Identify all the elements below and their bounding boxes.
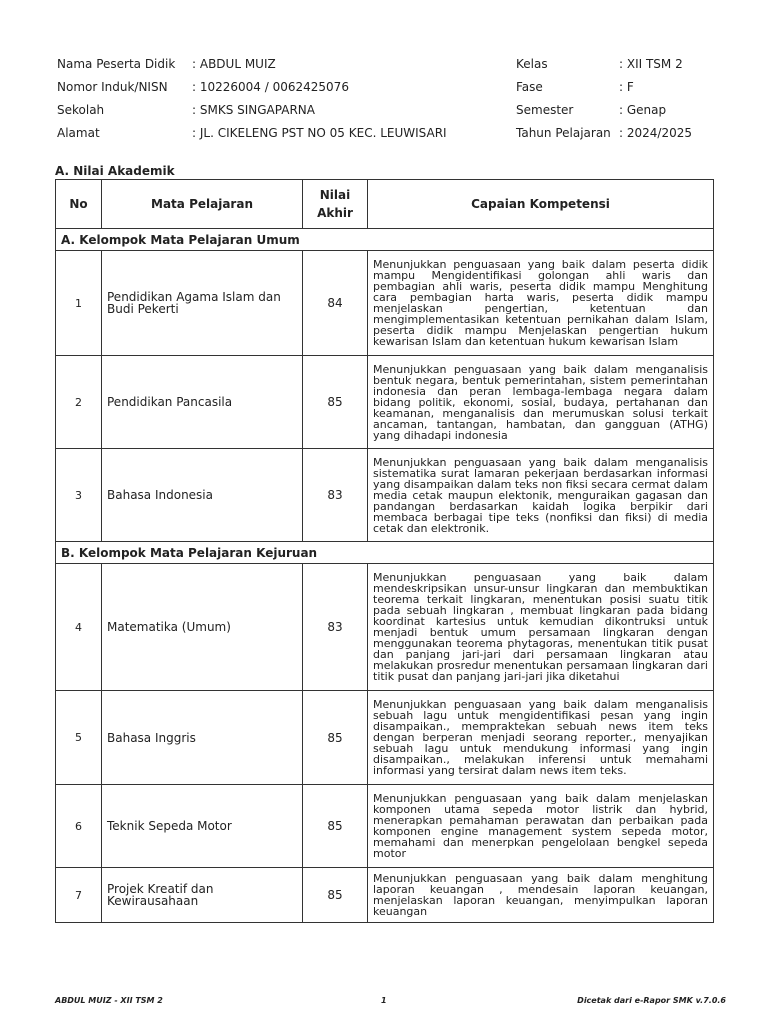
- semester-label: Semester: [516, 103, 574, 117]
- table-row: [56, 356, 714, 449]
- header-nilai-line2: Akhir: [317, 206, 353, 220]
- nama-label: Nama Peserta Didik: [57, 57, 176, 71]
- row-nilai: 84: [303, 251, 368, 356]
- row-mapel: Bahasa Indonesia: [102, 449, 303, 542]
- table-row: [56, 251, 714, 356]
- kelas-label: Kelas: [516, 57, 548, 71]
- header-no: No: [56, 180, 102, 229]
- table-row: [56, 691, 714, 785]
- fase-value: : F: [619, 80, 634, 94]
- footer-student: ABDUL MUIZ - XII TSM 2: [55, 996, 163, 1005]
- row-no: 3: [56, 449, 102, 542]
- row-no: 5: [56, 691, 102, 785]
- footer-printed-by: Dicetak dari e-Rapor SMK v.7.0.6: [577, 996, 726, 1005]
- kelas-value: : XII TSM 2: [619, 57, 683, 71]
- section-title: A. Nilai Akademik: [55, 164, 175, 178]
- table-row: [56, 449, 714, 542]
- row-nilai: 83: [303, 564, 368, 691]
- group-row-a: [56, 229, 714, 251]
- row-capaian: Menunjukkan penguasaan yang baik dalam menganalisis bentuk negara, bentuk pemerintahan, sistem pemerintahan indonesia dan peran lembaga-lembaga negara dalam bidang politik, ekonomi, sosial, budaya, pertahanan dan keamanan, menganalisis dan merumuskan solusi terkait ancaman, tantangan, hambatan, dan gangguan (ATHG) yang dihadapi indonesia: [368, 356, 714, 449]
- footer-page-number: 1: [381, 996, 387, 1005]
- row-mapel: Pendidikan Pancasila: [102, 356, 303, 449]
- row-mapel: Projek Kreatif dan Kewirausahaan: [102, 868, 303, 923]
- row-no: 1: [56, 251, 102, 356]
- alamat-label: Alamat: [57, 126, 100, 140]
- header-nilai: [303, 180, 368, 229]
- sekolah-value: : SMKS SINGAPARNA: [192, 103, 315, 117]
- row-capaian: Menunjukkan penguasaan yang baik dalam menganalisis sistematika surat lamaran pekerjaan berdasarkan informasi yang disampaikan dalam teks non fiksi secara cermat dalam media cetak maupun elektonik, menguraikan gagasan dan pandangan berdasarkan kaidah logika berpikir dari membaca berbagai tipe teks (nonfiksi dan fiksi) di media cetak dan elektronik.: [368, 449, 714, 542]
- row-nilai: 83: [303, 449, 368, 542]
- row-nilai: 85: [303, 356, 368, 449]
- nama-value: : ABDUL MUIZ: [192, 57, 276, 71]
- group-row-b: [56, 542, 714, 564]
- fase-label: Fase: [516, 80, 543, 94]
- nisn-value: : 10226004 / 0062425076: [192, 80, 349, 94]
- row-capaian: Menunjukkan penguasaan yang baik dalam menjelaskan komponen utama sepeda motor listrik dan hybrid, menerapkan pemahaman perawatan dan perbaikan pada komponen engine management system sepeda motor, memahami dan menerpkan pengelolaan bengkel sepeda motor: [368, 785, 714, 868]
- table-header-row: [56, 180, 714, 229]
- tahun-label: Tahun Pelajaran: [516, 126, 611, 140]
- group-a-label: A. Kelompok Mata Pelajaran Umum: [56, 229, 714, 251]
- semester-value: : Genap: [619, 103, 667, 117]
- row-nilai: 85: [303, 691, 368, 785]
- row-mapel: Matematika (Umum): [102, 564, 303, 691]
- row-no: 4: [56, 564, 102, 691]
- row-no: 7: [56, 868, 102, 923]
- row-capaian: Menunjukkan penguasaan yang baik dalam mendeskripsikan unsur-unsur lingkaran dan membuktikan teorema terkait lingkaran, menentukan posisi suatu titik pada sebuah lingkaran , membuat lingkaran pada bidang koordinat kartesius untuk kemudian dikontruksi untuk menjadi bentuk umum persamaan lingkaran dengan menggunakan teorema phytagoras, menentukan titik pusat dan panjang jari-jari dari persamaan lingkaran atau melakukan prosredur menentukan persamaan lingkaran dari titik pusat dan panjang jari-jari jika diketahui: [368, 564, 714, 691]
- nilai-akademik-table: [55, 179, 714, 923]
- row-nilai: 85: [303, 868, 368, 923]
- table-row: [56, 564, 714, 691]
- sekolah-label: Sekolah: [57, 103, 105, 117]
- tahun-value: : 2024/2025: [619, 126, 692, 140]
- table-row: [56, 785, 714, 868]
- row-capaian: Menunjukkan penguasaan yang baik dalam peserta didik mampu Mengidentifikasi golongan ahli waris dan pembagian ahli waris, peserta didik mampu Menghitung cara pembagian harta waris, peserta didik mampu menjelaskan pengertian, ketentuan dan mengimplementasikan ketentuan pernikahan dalam Islam, peserta didik mampu Menjelaskan pengertian hukum kewarisan Islam dan ketentuan hukum kewarisan Islam: [368, 251, 714, 356]
- header-nilai-line1: Nilai: [319, 188, 351, 202]
- nisn-label: Nomor Induk/NISN: [57, 80, 168, 94]
- group-b-label: B. Kelompok Mata Pelajaran Kejuruan: [56, 542, 714, 564]
- row-no: 2: [56, 356, 102, 449]
- row-mapel: Pendidikan Agama Islam dan Budi Pekerti: [102, 251, 303, 356]
- header-mapel: Mata Pelajaran: [102, 180, 303, 229]
- row-mapel: Teknik Sepeda Motor: [102, 785, 303, 868]
- table-row: [56, 868, 714, 923]
- header-capaian: Capaian Kompetensi: [368, 180, 714, 229]
- alamat-value: : JL. CIKELENG PST NO 05 KEC. LEUWISARI: [192, 126, 447, 140]
- row-mapel: Bahasa Inggris: [102, 691, 303, 785]
- row-no: 6: [56, 785, 102, 868]
- row-capaian: Menunjukkan penguasaan yang baik dalam menghitung laporan keuangan , mendesain laporan keuangan, menjelaskan laporan keuangan, menyimpulkan laporan keuangan: [368, 868, 714, 923]
- row-nilai: 85: [303, 785, 368, 868]
- row-capaian: Menunjukkan penguasaan yang baik dalam menganalisis sebuah lagu untuk mengidentifikasi pesan yang ingin disampaikan., mempraktekan sebuah news item teks dengan berperan menjadi seorang reporter., menyajikan sebuah lagu untuk mendukung informasi yang ingin disampaikan., melakukan inferensi untuk memahami informasi yang tersirat dalam news item teks.: [368, 691, 714, 785]
